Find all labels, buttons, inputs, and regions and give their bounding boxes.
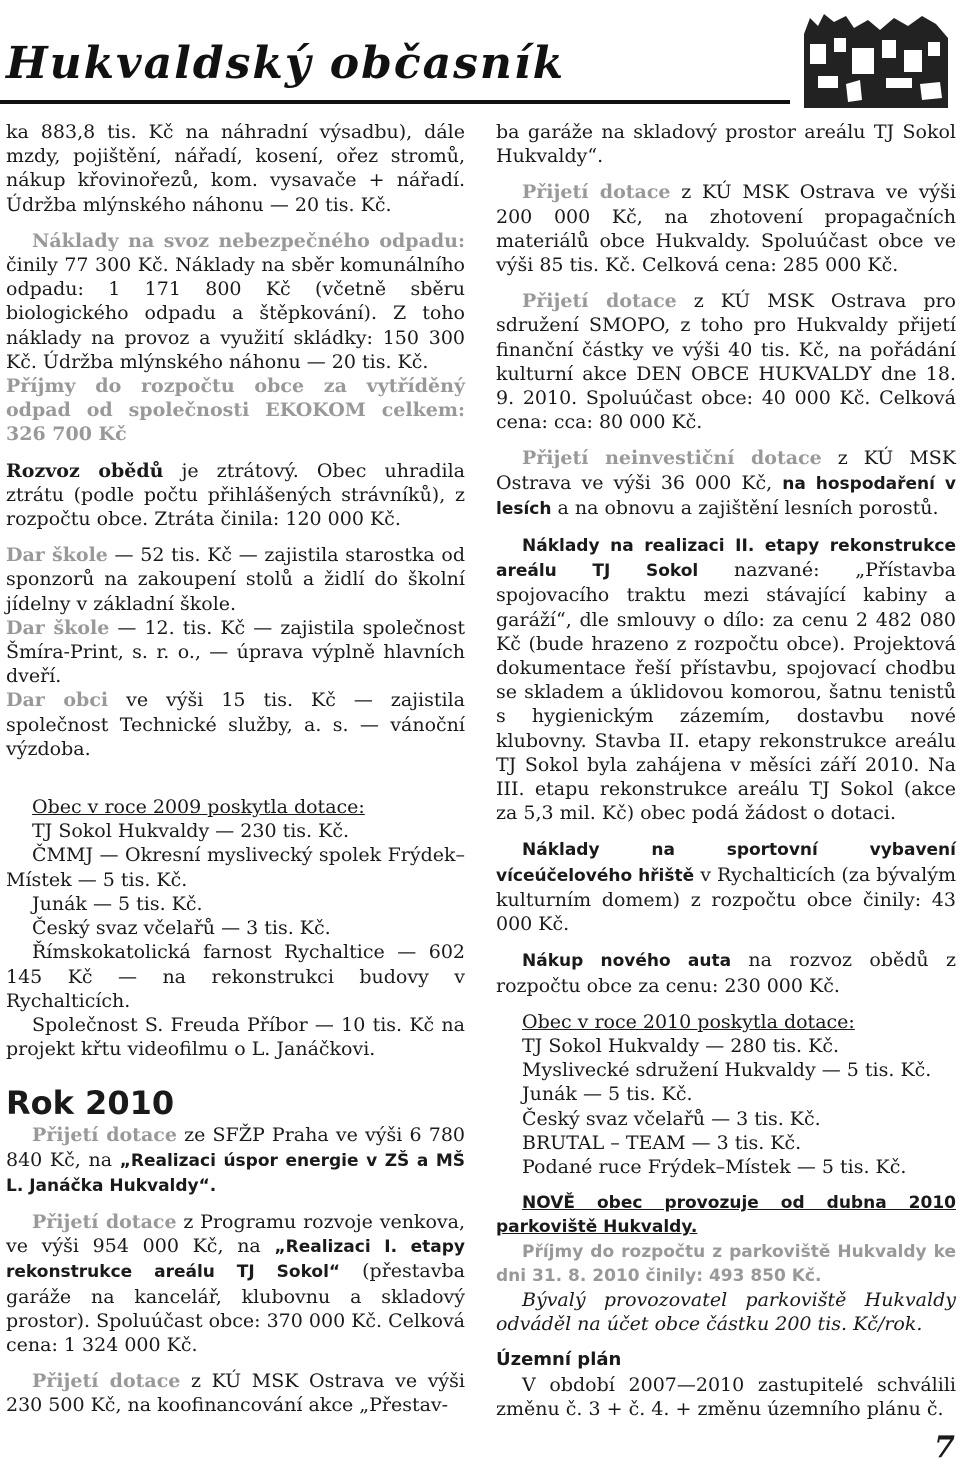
right-column [496, 120, 956, 1421]
list-item: TJ Sokol Hukvaldy — 280 tis. Kč. [522, 1034, 840, 1057]
list-item: Myslivecké sdružení Hukvaldy — 5 tis. Kč. [522, 1059, 932, 1082]
paragraph-promo-grant: Přijetí dotace z KÚ MSK Ostrava ve výši 200 000 Kč, na zhotovení propagačních materiálů obce Hukvaldy. Spoluúčast obce ve výši 85 tis. Kč. Celková cena: 285 000 Kč. [496, 181, 956, 277]
list-item: BRUTAL – TEAM — 3 tis. Kč. [522, 1131, 802, 1154]
masthead-title: Hukvaldský občasník [6, 38, 566, 89]
list-item: Společnost S. Freuda Příbor — 10 tis. Kč na projekt křtu videofilmu o L. Janáčkovi. [6, 1013, 465, 1061]
paragraph-school-gift-2: Dar škole — 12. tis. Kč — zajistila společnost Šmíra-Print, s. r. o., — úprava výplně hlavních dveří. [6, 616, 465, 688]
list-item: Junák — 5 tis. Kč. [522, 1083, 693, 1106]
paragraph-new-car: Nákup nového auta na rozvoz obědů z rozpočtu obce za cenu: 230 000 Kč. [496, 949, 956, 997]
paragraph-school-gift-1: Dar škole — 52 tis. Kč — zajistila starostka od sponzorů na zakoupení stolů a židlí do školní jídelny v základní škole. [6, 544, 465, 615]
zoning-plan-heading: Územní plán [496, 1349, 622, 1371]
paragraph-landscaping: ka 883,8 tis. Kč na náhradní výsadbu), dále mzdy, pojištění, nářadí, kosení, ořez stromů, nákup křovinořezů, kom. vysavače + nářadí. Údržba mlýnského náhonu — 20 tis. Kč. [6, 121, 465, 216]
paragraph-meal-delivery: Rozvoz obědů je ztrátový. Obec uhradila ztrátu (podle počtu přihlášených strávníků), z rozpočtu obce. Ztráta činila: 120 000 Kč. [6, 459, 465, 531]
list-item: Junák — 5 tis. Kč. [32, 892, 203, 915]
page-number: 7 [934, 1430, 955, 1465]
paragraph-msk-grant: Přijetí dotace z KÚ MSK Ostrava ve výši 230 500 Kč, na koofinancování akce „Přestav- [6, 1370, 465, 1417]
left-column [6, 120, 465, 1418]
zoning-plan-text: V období 2007—2010 zastupitelé schválili změnu č. 3 + č. 4. + změnu územního plánu č. [496, 1373, 956, 1420]
paragraph-hazardous-waste: Náklady na svoz nebezpečného odpadu: činily 77 300 Kč. Náklady na sběr komunálního odpadu: 1 171 800 Kč (včetně sběru biologického odpadu a štěpkování). Z toho náklady na provoz a využití skládky: 150 300 Kč. Údržba mlýnského náhonu — 20 tis. Kč. [6, 229, 465, 373]
list-item: Římskokatolická farnost Rychaltice — 602 145 Kč — na rekonstrukci budovy v Rychalticích. [6, 941, 465, 1012]
list-item: Český svaz včelařů — 3 tis. Kč. [32, 917, 331, 940]
grants-2010-heading: Obec v roce 2010 poskytla dotace: [522, 1010, 855, 1033]
grants-2009-heading: Obec v roce 2009 poskytla dotace: [32, 796, 365, 819]
paragraph-rural-program-grant: Přijetí dotace z Programu rozvoje venkova, ve výši 954 000 Kč, na „Realizaci I. etapy rekonstrukce areálu TJ Sokol“ (přestavba garáže na kancelář, klubovnu a skladový prostor). Spoluúčast obce: 370 000 Kč. Celková cena: 1 324 000 Kč. [6, 1210, 465, 1356]
paragraph-ekokom-income: Příjmy do rozpočtu obce za vytříděný odpad od společnosti EKOKOM celkem: 326 700 Kč [6, 375, 465, 446]
paragraph-forest-grant: Přijetí neinvestiční dotace z KÚ MSK Ostrava ve výši 36 000 Kč, na hospodaření v lesích a na obnovu a zajištění lesních porostů. [496, 447, 957, 519]
grants-2009-list [6, 819, 465, 1061]
grants-2010-list [496, 1034, 956, 1179]
heading-hazardous-waste: Náklady na svoz nebezpečného odpadu: [32, 229, 465, 252]
paragraph-sports-equipment: Náklady na sportovní vybavení víceúčelového hřiště v Rychalticích (za bývalým kulturním domem) z rozpočtu obce činily: 43 000 Kč. [496, 840, 956, 936]
masthead [0, 0, 960, 112]
list-item: ČMMJ — Okresní myslivecký spolek Frýdek–Místek — 5 tis. Kč. [6, 844, 465, 891]
list-item: Český svaz včelařů — 3 tis. Kč. [522, 1107, 821, 1130]
list-item: Podané ruce Frýdek–Místek — 5 tis. Kč. [522, 1155, 907, 1178]
paragraph-village-gift: Dar obci ve výši 15 tis. Kč — zajistila společnost Technické služby, a. s. — vánoční výzdoba. [6, 689, 465, 760]
parking-income: Příjmy do rozpočtu z parkoviště Hukvaldy ke dni 31. 8. 2010 činily: 493 850 Kč. [496, 1241, 956, 1286]
paragraph-sokol-stage-2: Náklady na realizaci II. etapy rekonstrukce areálu TJ Sokol nazvané: „Přístavba spojovacího traktu mezi stávající kabiny a garáží“, dle smlouvy o dílo: za cenu 2 482 080 Kč (bude hrazeno z rozpočtu obce). Projektová dokumentace řeší přístavbu, spojovací chodbu se skladem a úklidovou komorou, šatnu tenistů s hygienickým zázemím, dostavbu nové klubovny. Stavba II. etapy rekonstrukce areálu TJ Sokol byla zahájena v měsíci září 2010. Na III. etapu rekonstrukce areálu TJ Sokol (akce za 5,3 mil. Kč) obec podá žádost o dotaci. [496, 536, 956, 825]
parking-note: Bývalý provozovatel parkoviště Hukvaldy odváděl na účet obce částku 200 tis. Kč/rok. [496, 1288, 956, 1336]
castle-ruin-logo [790, 4, 956, 112]
paragraph-sfzp-grant: Přijetí dotace ze SFŽP Praha ve výši 6 780 840 Kč, na „Realizaci úspor energie v ZŠ a MŠ L. Janáčka Hukvaldy“. [6, 1124, 465, 1196]
year-heading: Rok 2010 [6, 1084, 175, 1123]
list-item: TJ Sokol Hukvaldy — 230 tis. Kč. [32, 820, 350, 843]
paragraph-garage-continued: ba garáže na skladový prostor areálu TJ Sokol Hukvaldy“. [496, 121, 956, 168]
parking-heading: NOVĚ obec provozuje od dubna 2010 parkoviště Hukvaldy. [496, 1193, 956, 1238]
masthead-rule [0, 100, 790, 104]
paragraph-smopo-grant: Přijetí dotace z KÚ MSK Ostrava pro sdružení SMOPO, z toho pro Hukvaldy přijetí finanční částky ve výši 40 tis. Kč, na pořádání kulturní akce DEN OBCE HUKVALDY dne 18. 9. 2010. Spoluúčast obce: 40 000 Kč. Celková cena: cca: 80 000 Kč. [496, 290, 956, 434]
